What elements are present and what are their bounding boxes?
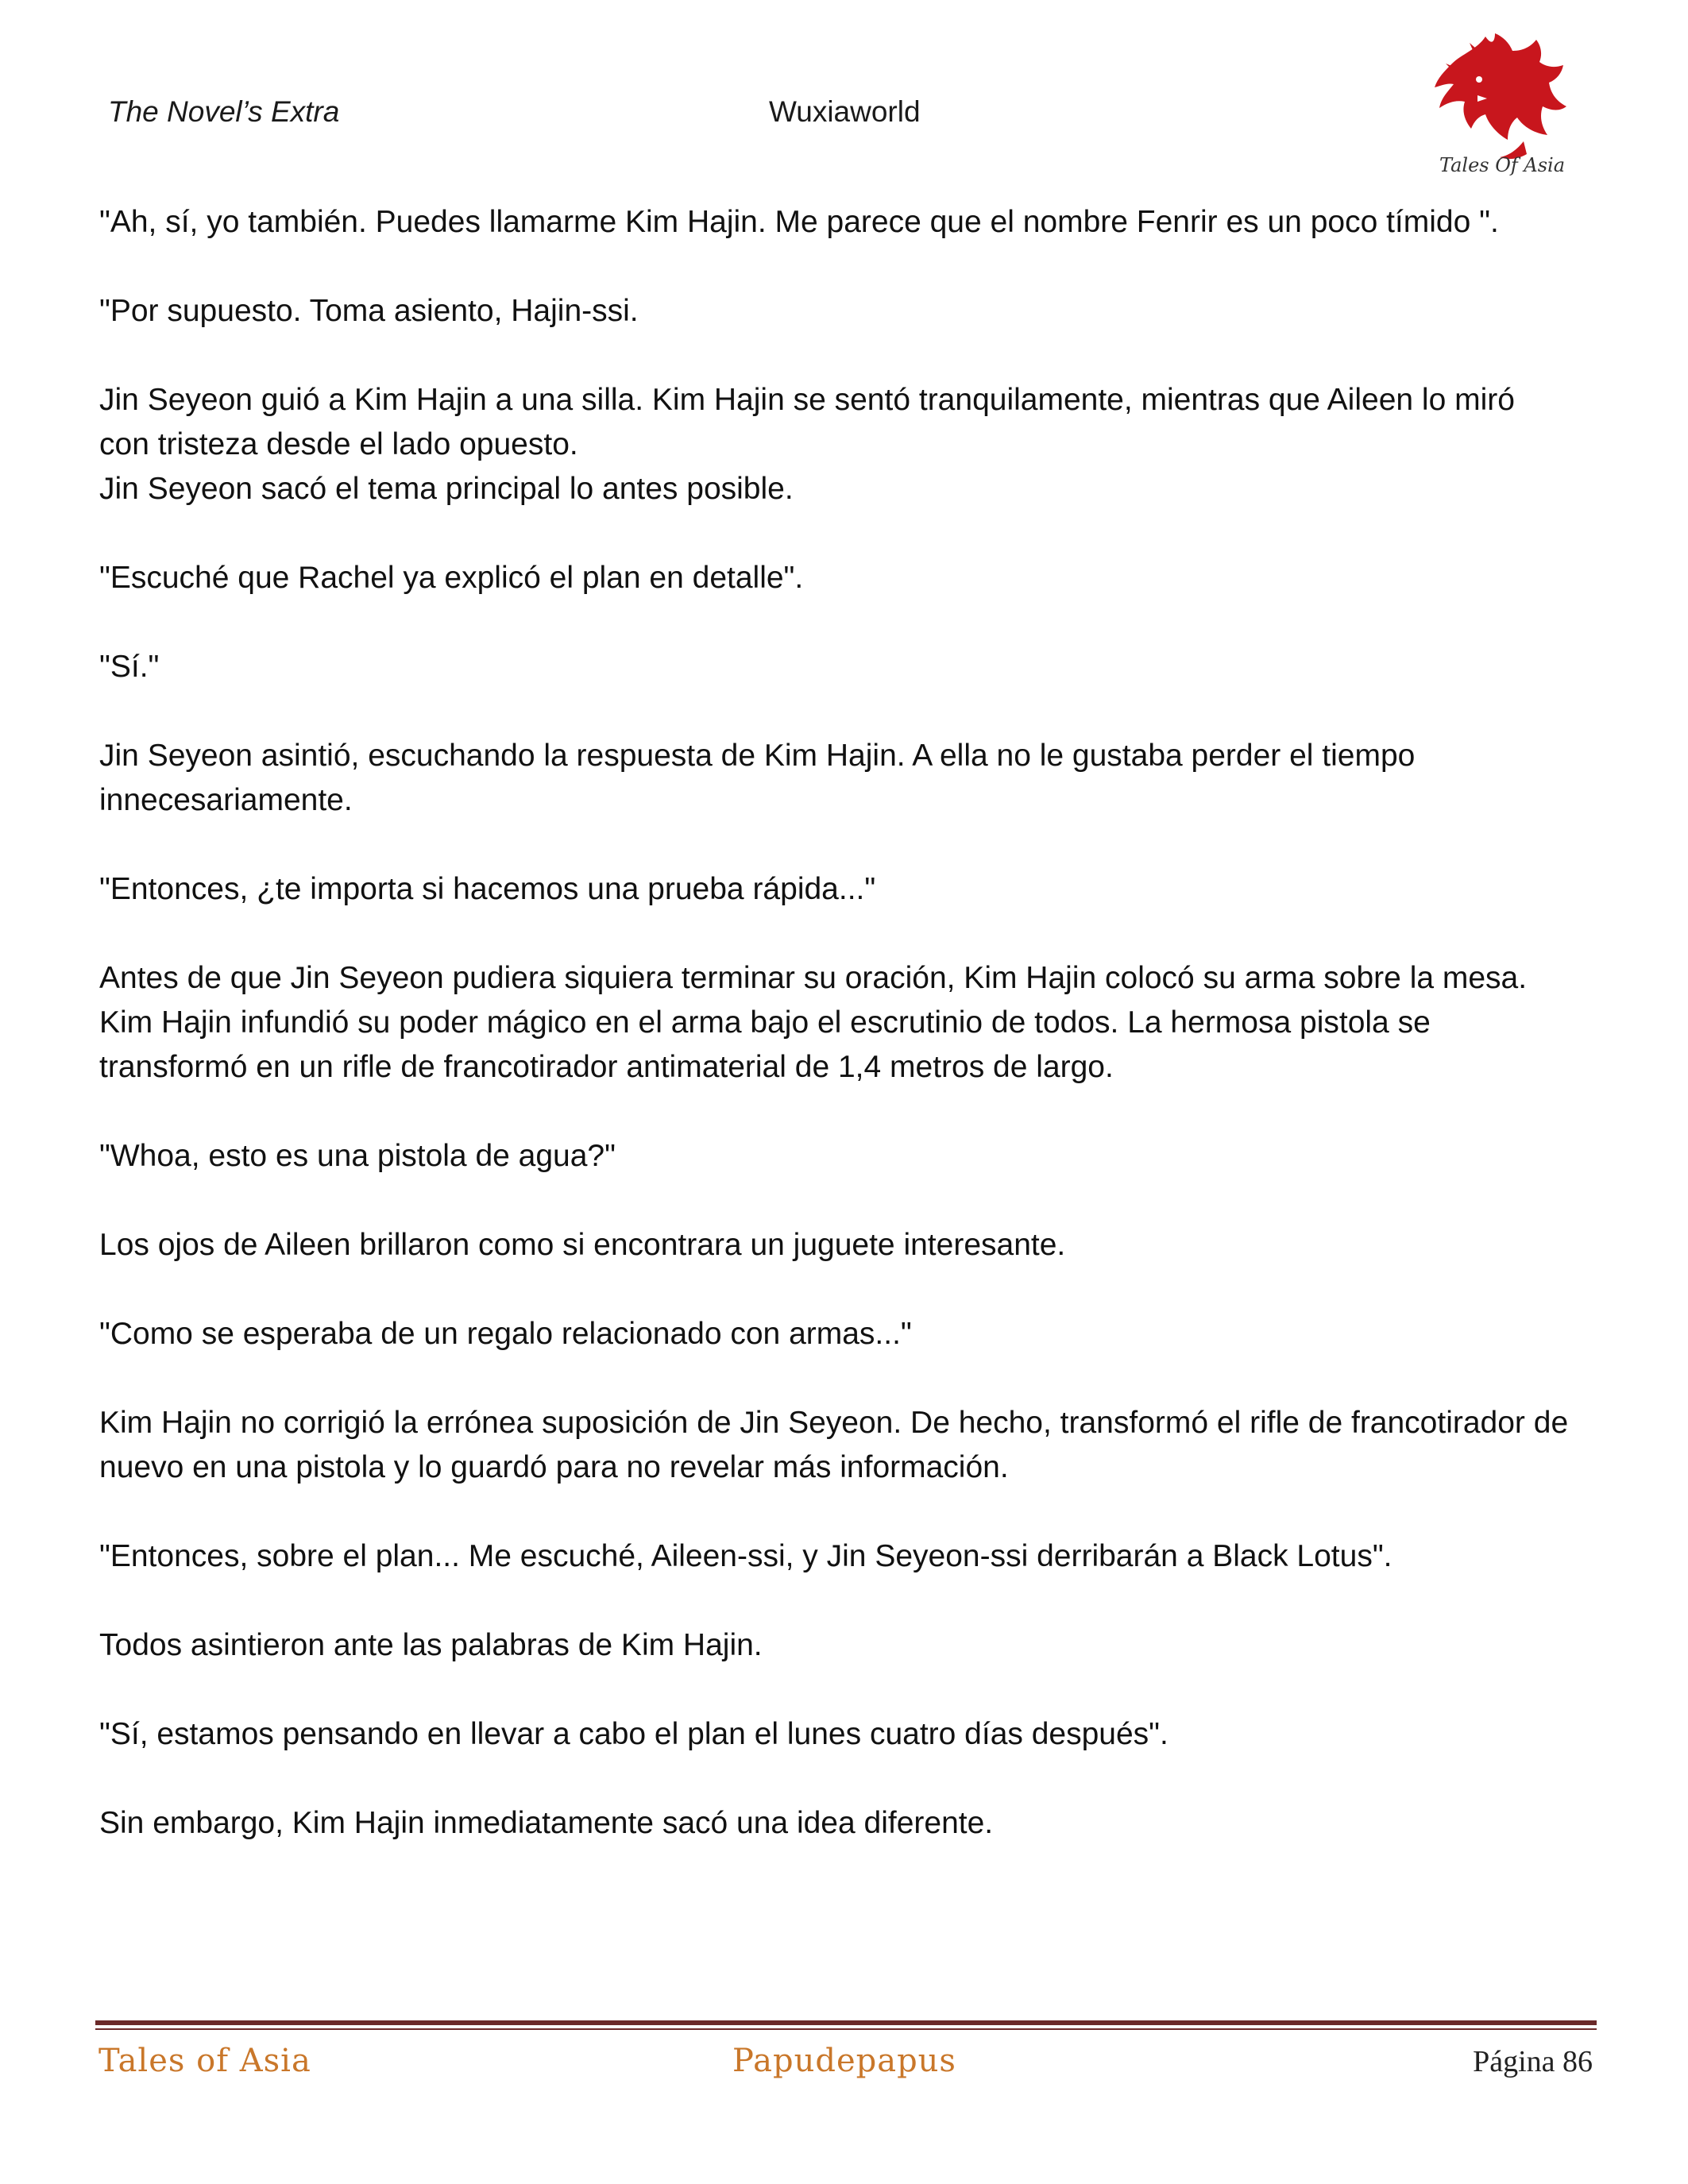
paragraph: Jin Seyeon guió a Kim Hajin a una silla. Kim Hajin se sentó tranquilamente, mientras que Aileen lo miró con tristeza desde el lado opuesto.: [99, 383, 1515, 461]
paragraph: Kim Hajin no corrigió la errónea suposición de Jin Seyeon. De hecho, transformó el rifle de francotirador de nuevo en una pistola y lo guardó para no revelar más información.: [99, 1406, 1569, 1484]
footer-translator: Papudepapus: [732, 2043, 956, 2079]
paragraph: "Como se esperaba de un regalo relacionado con armas...": [99, 1317, 912, 1351]
paragraph: Antes de que Jin Seyeon pudiera siquiera terminar su oración, Kim Hajin colocó su arma sobre la mesa.: [99, 961, 1528, 995]
paragraph: Kim Hajin infundió su poder mágico en el arma bajo el escrutinio de todos. La hermosa pistola se transformó en un rifle de francotirador antimaterial de 1,4 metros de largo.: [99, 1005, 1431, 1084]
paragraph: "Por supuesto. Toma asiento, Hajin-ssi.: [99, 294, 639, 328]
page-number: Página 86: [1473, 2045, 1593, 2078]
paragraph: Jin Seyeon asintió, escuchando la respuesta de Kim Hajin. A ella no le gustaba perder el tiempo innecesariamente.: [99, 739, 1416, 817]
logo-caption: Tales Of Asia: [1439, 154, 1566, 176]
chapter-body: [99, 200, 1569, 1890]
paragraph: Jin Seyeon sacó el tema principal lo antes posible.: [99, 472, 794, 506]
paragraph: "Escuché que Rachel ya explicó el plan en detalle".: [99, 561, 804, 595]
paragraph: "Ah, sí, yo también. Puedes llamarme Kim Hajin. Me parece que el nombre Fenrir es un poco tímido ".: [99, 205, 1499, 239]
paragraph: "Entonces, sobre el plan... Me escuché, Aileen-ssi, y Jin Seyeon-ssi derribarán a Black Lotus".: [99, 1539, 1393, 1573]
paragraph: Todos asintieron ante las palabras de Kim Hajin.: [99, 1628, 763, 1662]
paragraph: "Sí.": [99, 650, 160, 684]
paragraph: "Sí, estamos pensando en llevar a cabo el plan el lunes cuatro días después".: [99, 1717, 1168, 1751]
footer-divider-thin: [95, 2028, 1597, 2030]
header-novel-title: The Novel’s Extra: [108, 95, 340, 128]
paragraph: Los ojos de Aileen brillaron como si encontrara un juguete interesante.: [99, 1228, 1066, 1262]
paragraph: "Entonces, ¿te importa si hacemos una prueba rápida...": [99, 872, 876, 906]
footer-publisher: Tales of Asia: [98, 2043, 311, 2079]
paragraph: Sin embargo, Kim Hajin inmediatamente sacó una idea diferente.: [99, 1806, 994, 1840]
paragraph: "Whoa, esto es una pistola de agua?": [99, 1139, 616, 1173]
tales-of-asia-logo: [1430, 22, 1570, 189]
footer-divider: [95, 2020, 1597, 2025]
header-site-name: Wuxiaworld: [769, 95, 921, 128]
